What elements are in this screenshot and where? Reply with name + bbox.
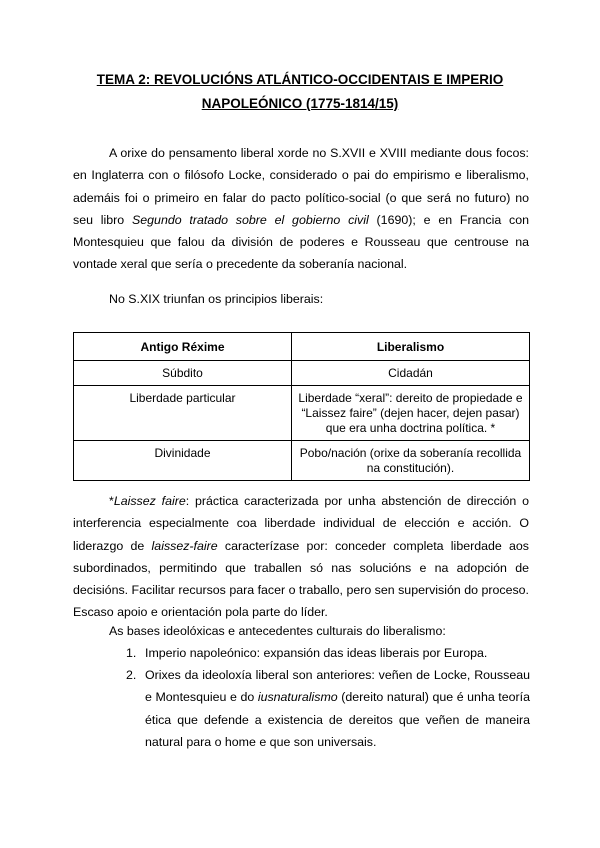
footnote-term-2: laissez-faire [151, 538, 218, 553]
table-cell: Liberdade “xeral”: dereito de propiedade e “Laissez faire” (dejen hacer, dejen pasar) que era unha doctrina política. * [292, 386, 530, 441]
comparison-table [73, 332, 530, 481]
table-cell: Divinidade [74, 441, 292, 481]
footnote-paragraph [73, 490, 529, 624]
table-row [74, 361, 530, 386]
table-cell: Cidadán [292, 361, 530, 386]
intro-text-before: A orixe do pensamento liberal xorde no S.XVII e XVIII mediante dous focos: en Inglaterra con o filósofo Locke, considerado o pai do empirismo e liberalismo, ademáis foi o primeiro en falar do pacto político-social (o que será no futuro) no seu libro [73, 146, 529, 227]
table-cell: Liberdade particular [74, 386, 292, 441]
triumph-line: No S.XIX triunfan os principios liberais: [109, 292, 324, 306]
list-text: Imperio napoleónico: expansión das ideas liberais por Europa. [145, 646, 488, 660]
list-number: 2. [126, 668, 137, 682]
table-cell: Súbdito [74, 361, 292, 386]
list-text-after: (dereito natural) que é unha teoría ética que defende a existencia de dereitos que veñen de maneira natural para o home e que son universais. [145, 690, 530, 749]
intro-text-after: (1690); e en Francia con Montesquieu que falou da división de poderes e Rousseau que centrouse na vontade xeral que sería o precedente da soberanía nacional. [73, 212, 529, 272]
table-row [74, 386, 530, 441]
list-text [145, 664, 530, 753]
list-text-before: Orixes da ideoloxía liberal son anteriores: veñen de Locke, Rousseau e Montesquieu e do [145, 668, 530, 705]
footnote-star: * [109, 494, 114, 508]
iusnaturalismo-term: iusnaturalismo [257, 690, 338, 705]
table-cell: Pobo/nación (orixe da soberanía recollida na constitución). [292, 441, 530, 481]
intro-paragraph [73, 142, 529, 276]
table-row [74, 441, 530, 481]
title-line-1: TEMA 2: REVOLUCIÓNS ATLÁNTICO-OCCIDENTAIS E IMPERIO [96, 72, 504, 87]
header-liberalismo: Liberalismo [292, 333, 530, 361]
title-line-2: NAPOLEÓNICO (1775-1814/15) [201, 96, 399, 111]
list-number: 1. [126, 646, 137, 660]
book-title: Segundo tratado sobre el gobierno civil [132, 212, 369, 227]
footnote-text-1: : práctica caracterizada por unha abstención de dirección o interferencia especialmente coa liberdade individual de elección e acción. O liderazgo de [73, 494, 529, 553]
footnote-text-2: caracterízase por: conceder completa liberdade aos subordinados, permitindo que traballen só nas solucións e na adopción de decisións. Facilitar recursos para facer o traballo, pero sen supervisión do proceso. Escaso apoio e orientación pola parte do líder. [73, 538, 529, 620]
bases-line: As bases ideolóxicas e antecedentes culturais do liberalismo: [109, 624, 446, 638]
footnote-term: Laissez faire [113, 494, 186, 508]
header-antigo-rexime: Antigo Réxime [74, 333, 292, 361]
table-header-row [74, 333, 530, 361]
document-title [72, 68, 528, 116]
